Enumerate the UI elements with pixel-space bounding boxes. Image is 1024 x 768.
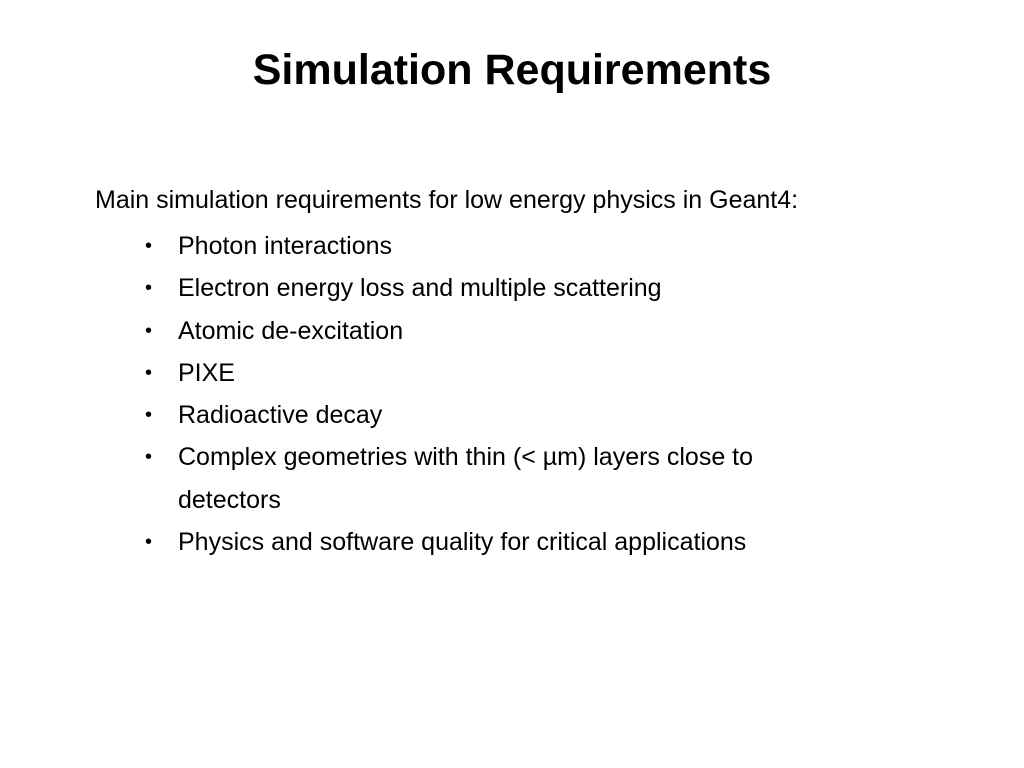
list-item-text: Complex geometries with thin (< µm) layers close to detectors (178, 443, 754, 514)
slide-title: Simulation Requirements (252, 46, 772, 94)
intro-text: Main simulation requirements for low energy physics in Geant4: (95, 186, 799, 214)
bullet-icon: • (145, 404, 153, 427)
list-item-text: Radioactive decay (178, 401, 383, 430)
bullet-icon: • (145, 531, 153, 554)
list-item-text: Photon interactions (178, 232, 393, 260)
list-item-text: Electron energy loss and multiple scattering (178, 274, 662, 303)
list-item (0, 225, 858, 267)
list-item (0, 267, 858, 309)
list-item-text: PIXE (178, 358, 235, 387)
bullet-icon: • (145, 277, 153, 300)
list-item (0, 394, 858, 436)
list-item (0, 436, 858, 521)
list-item (0, 352, 858, 394)
bullet-icon: • (145, 319, 153, 342)
bullet-icon: • (145, 361, 153, 384)
requirements-list (0, 225, 1024, 563)
list-item-text: Atomic de-excitation (178, 316, 404, 345)
list-item-text: Physics and software quality for critical applications (178, 528, 747, 557)
bullet-icon: • (145, 235, 153, 257)
bullet-icon: • (145, 446, 153, 469)
list-item (0, 310, 858, 352)
list-item (0, 521, 858, 563)
